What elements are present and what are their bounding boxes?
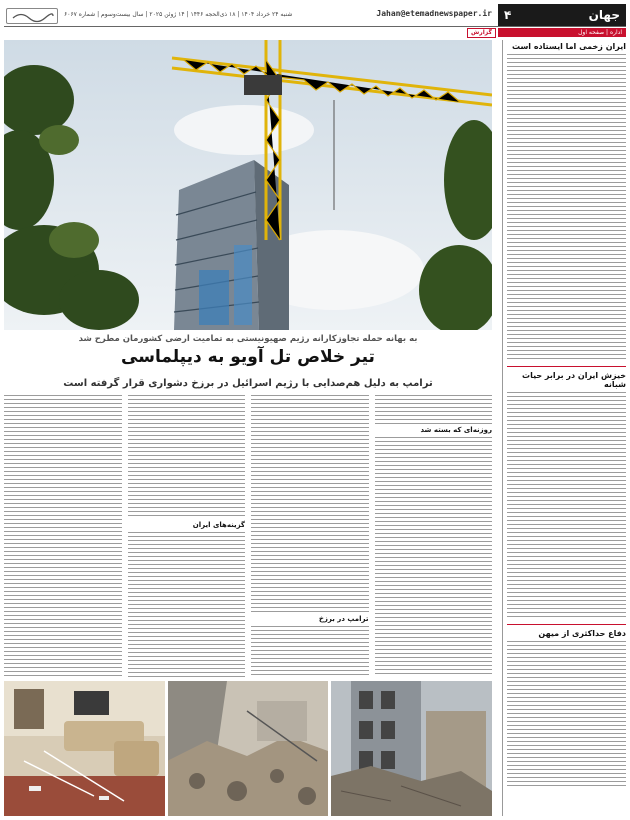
section-header — [498, 4, 626, 26]
article-column — [4, 395, 122, 677]
sidebar-article-title: دفاع حداکثری از میهن — [538, 629, 626, 638]
newspaper-logo — [6, 8, 58, 24]
hero-photo — [4, 40, 492, 330]
divider — [507, 624, 626, 625]
masthead-bar — [4, 4, 626, 27]
article-subheading: ترامپ در برزخ — [251, 615, 369, 623]
sidebar-article-body — [507, 641, 626, 789]
damaged-interior-photo — [4, 681, 165, 816]
section-title: جهان — [588, 8, 620, 22]
photo-strip — [4, 681, 492, 816]
article-column — [128, 395, 246, 677]
sidebar-article-title: ایران زخمی اما ایستاده است — [511, 42, 626, 51]
article-headline: تیر خلاص تل آویو به دیپلماسی — [121, 347, 375, 367]
divider — [507, 366, 626, 367]
rubble-photo — [168, 681, 329, 816]
article-subhead: ترامپ به دلیل هم‌صدایی با رژیم اسرائیل در برزخ دشواری قرار گرفته است — [63, 378, 433, 389]
section-subbar: اداره | صفحه اول — [498, 28, 626, 37]
article-subheading: روزنه‌ای که بسته شد — [375, 426, 493, 434]
sidebar-article-body — [507, 54, 626, 362]
section-email: Jahan@etemadnewspaper.ir — [376, 9, 492, 18]
page-number: ۴ — [504, 8, 512, 22]
article-subheading: گزینه‌های ایران — [128, 521, 246, 529]
sidebar-column — [502, 40, 626, 816]
dateline: شنبه ۲۴ خرداد ۱۴۰۴ | ۱۸ ذی‌الحجه ۱۴۴۶ | ۱۴ ژوئن ۲۰۲۵ | سال بیست‌وسوم | شماره ۶۰۶۷ — [64, 11, 293, 18]
report-tag: گزارش — [467, 28, 496, 38]
damaged-building-photo — [331, 681, 492, 816]
article-column — [251, 395, 369, 677]
article-kicker: به بهانه حمله تجاوزکارانه رژیم صهیونیستی به تمامیت ارضی کشورمان مطرح شد — [78, 334, 418, 344]
sidebar-article-title: خیزش ایران در برابر حیات شبانه — [522, 371, 626, 389]
article-column — [375, 395, 493, 677]
article-body — [4, 395, 492, 677]
sidebar-article-body — [507, 392, 626, 620]
